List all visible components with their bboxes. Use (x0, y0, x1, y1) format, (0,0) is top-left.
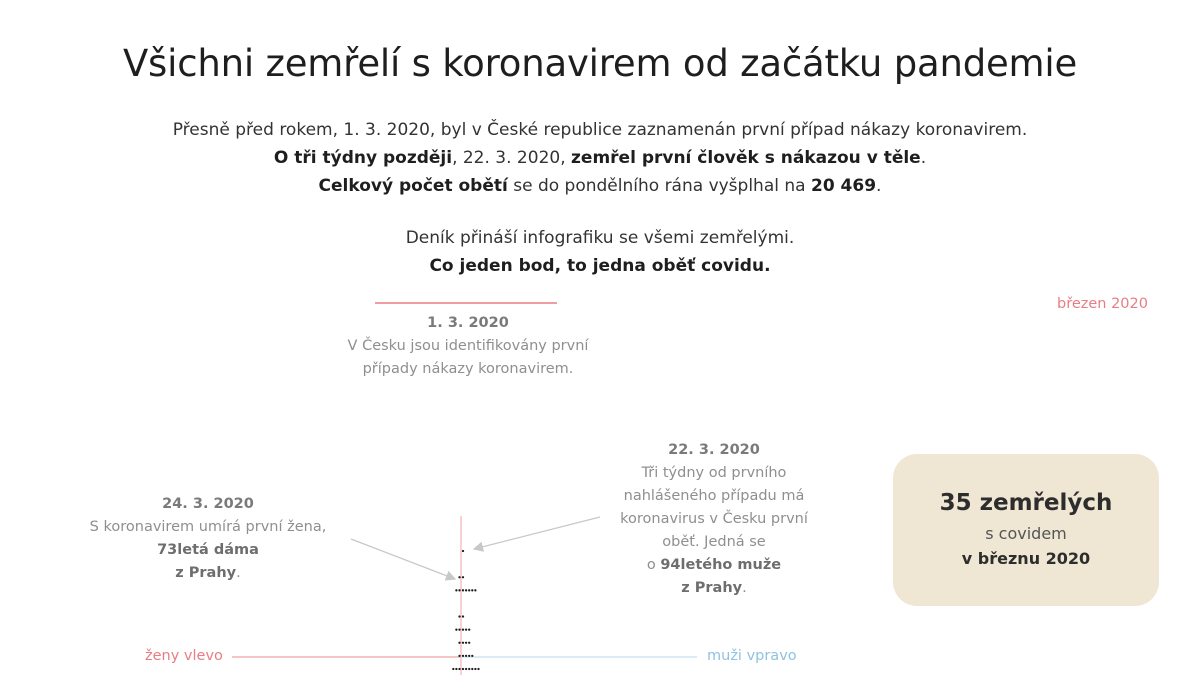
annotation-bold: 73letá dáma (157, 542, 259, 558)
death-dot-woman (458, 615, 460, 617)
death-dot-man (471, 589, 473, 591)
annotation-text: o (646, 557, 661, 573)
annotation-bold: z Prahy (681, 580, 743, 596)
death-dot-man (471, 668, 473, 670)
death-dot-man (462, 668, 464, 670)
death-dot-woman (455, 589, 457, 591)
death-dot-man (468, 629, 470, 631)
death-dot-woman (458, 655, 460, 657)
intro-line-4: Deník přináší infografiku se všemi zemřelými. (405, 228, 795, 248)
annotation-text: . (236, 565, 241, 581)
death-dot-man (465, 655, 467, 657)
death-dot-man (465, 629, 467, 631)
death-dot-woman (455, 629, 457, 631)
intro-bold-first-death: zemřel první člověk s nákazou v těle (571, 148, 921, 168)
summary-count: 35 zemřelých (939, 490, 1113, 516)
intro-text: . (920, 148, 927, 168)
annotation-date: 22. 3. 2020 (668, 442, 760, 458)
death-dot-man (474, 668, 476, 670)
death-dot-man (468, 642, 470, 644)
intro-text: , 22. 3. 2020, (452, 148, 572, 168)
summary-subtitle: s covidem (985, 524, 1067, 543)
legend-men: muži vpravo (707, 648, 797, 664)
death-dot-man (468, 589, 470, 591)
death-dot-man (462, 655, 464, 657)
annotation-bold: 94letého muže (660, 557, 782, 573)
annotation-arrow-first-woman (351, 539, 455, 579)
intro-bold-total-number: 20 469 (810, 176, 877, 196)
death-dot-man (468, 668, 470, 670)
intro-bold-total-label: Celkový počet obětí (318, 176, 508, 196)
intro-text: se do pondělního rána vyšplhal na (507, 176, 811, 196)
intro-text: . (876, 176, 882, 196)
summary-period: v březnu 2020 (961, 549, 1091, 568)
annotation-text: nahlášeného případu má (623, 488, 805, 504)
death-dot-woman (458, 589, 460, 591)
annotation-text: oběť. Jedná se (662, 534, 766, 550)
annotation-text: případy nákazy koronavirem. (362, 361, 574, 377)
death-dot-man (465, 642, 467, 644)
death-dot-woman (458, 668, 460, 670)
death-dot-man (462, 550, 464, 552)
intro-bold-dot-legend: Co jeden bod, to jedna oběť covidu. (429, 256, 771, 276)
death-dot-man (462, 629, 464, 631)
annotation-text: V Česku jsou identifikovány první (347, 338, 589, 354)
death-dot-woman (458, 629, 460, 631)
annotation-text: koronavirus v Česku první (620, 511, 808, 527)
death-dots (452, 550, 480, 670)
death-dot-man (471, 655, 473, 657)
intro-bold-three-weeks: O tři týdny později (273, 148, 453, 168)
death-dot-woman (452, 668, 454, 670)
annotation-text: Tři týdny od prvního (641, 465, 787, 481)
annotation-date: 24. 3. 2020 (162, 496, 254, 512)
death-dot-woman (458, 576, 460, 578)
annotation-bold: z Prahy (175, 565, 237, 581)
annotation-date: 1. 3. 2020 (427, 315, 509, 331)
death-dot-man (465, 589, 467, 591)
death-dot-man (462, 615, 464, 617)
death-dot-man (462, 589, 464, 591)
month-label: březen 2020 (1056, 296, 1148, 312)
death-dot-woman (458, 642, 460, 644)
intro-line-1: Přesně před rokem, 1. 3. 2020, byl v České republice zaznamenán první případ nákazy koronavirem. (172, 120, 1028, 140)
death-dot-man (477, 668, 479, 670)
death-dot-man (465, 668, 467, 670)
legend-women: ženy vlevo (145, 648, 223, 664)
annotation-arrow-first-death (474, 517, 600, 549)
death-dot-man (468, 655, 470, 657)
death-dot-woman (455, 668, 457, 670)
death-dot-man (474, 589, 476, 591)
death-dot-man (462, 576, 464, 578)
annotation-text: S koronavirem umírá první žena, (89, 519, 327, 535)
death-dot-man (462, 642, 464, 644)
annotation-text: . (742, 580, 747, 596)
page-title: Všichni zemřelí s koronavirem od začátku pandemie (122, 42, 1078, 85)
